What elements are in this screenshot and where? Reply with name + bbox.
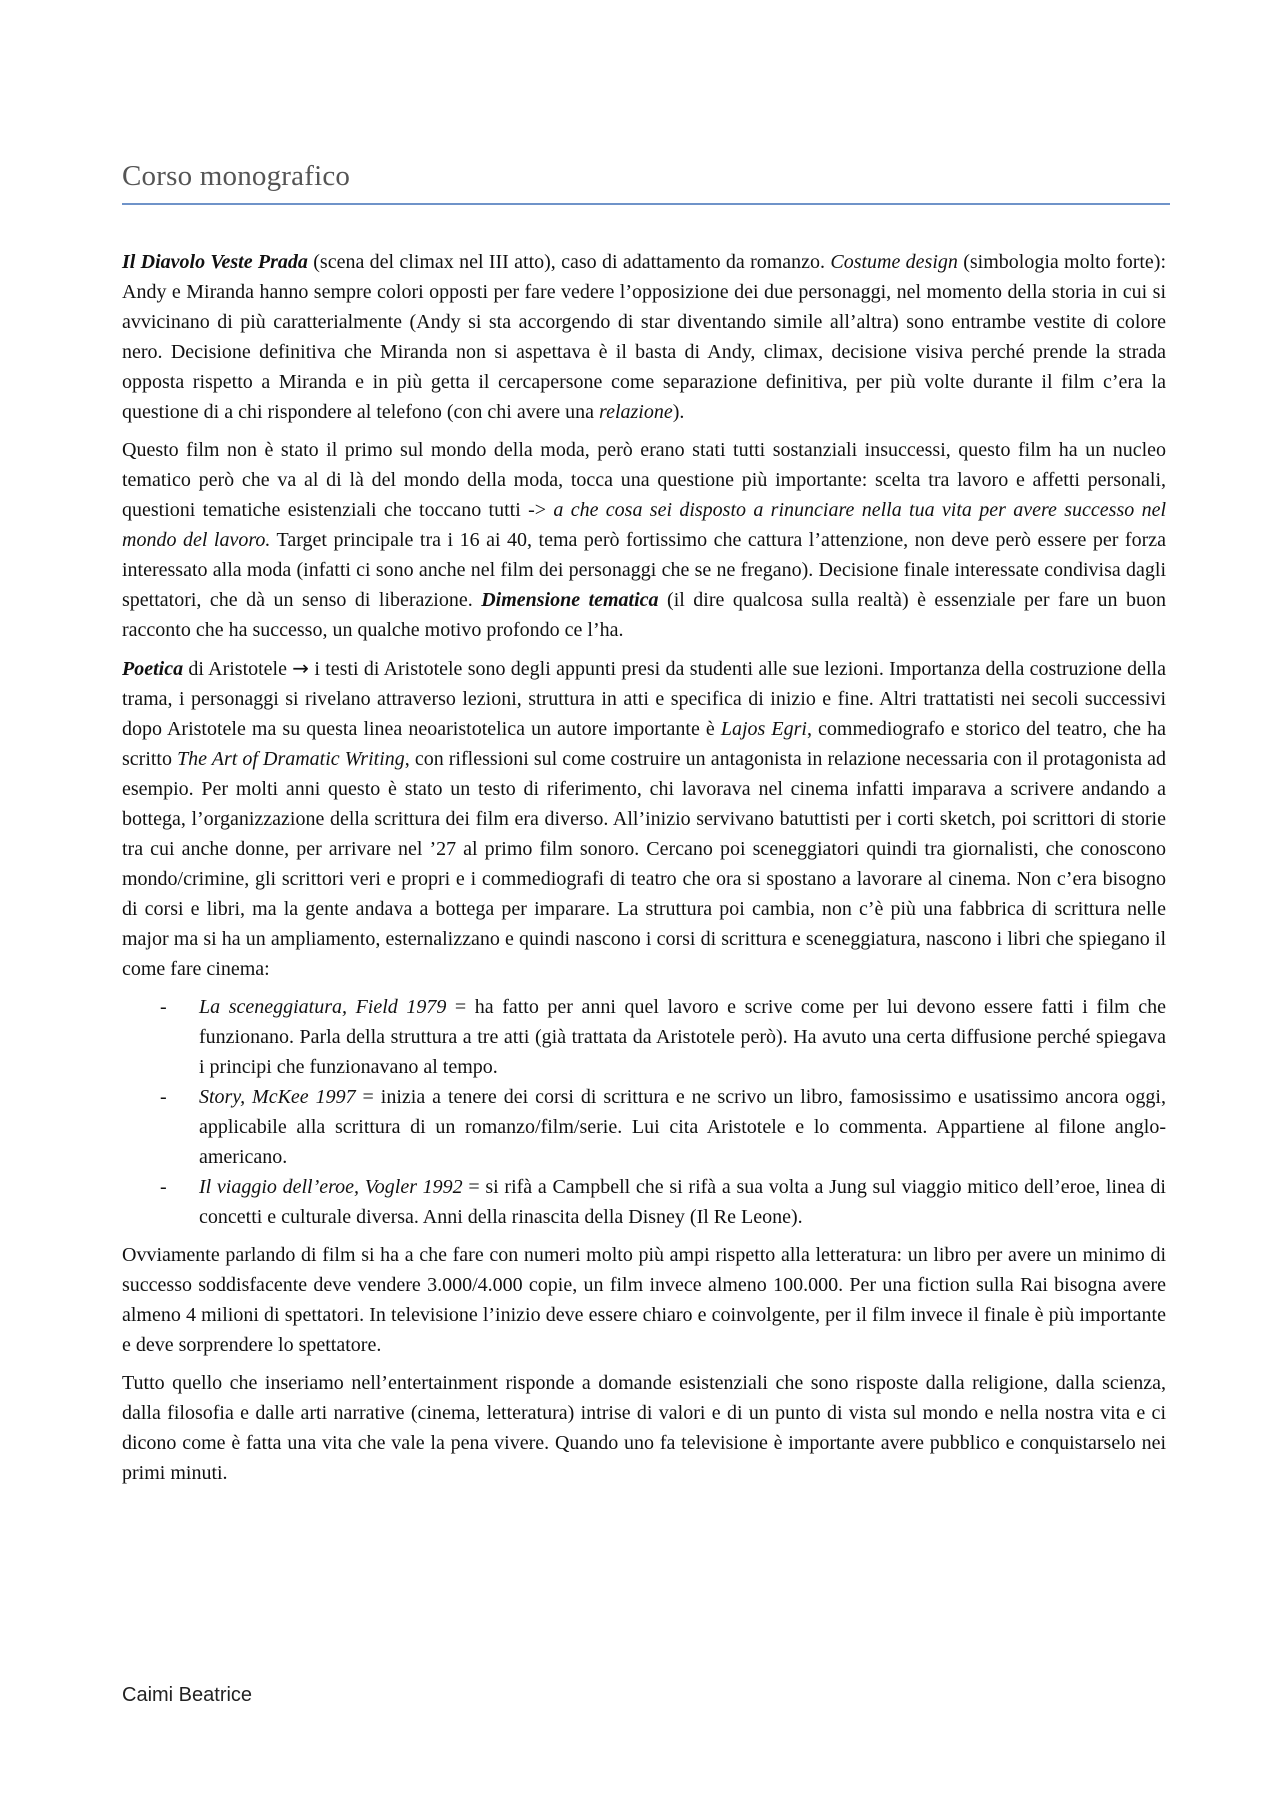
term-dimensione-tematica: Dimensione tematica <box>481 589 659 611</box>
book-title: La sceneggiatura, Field 1979 <box>199 996 447 1018</box>
list-item-text: = ha fatto per anni quel lavoro e scrive come per lui devono essere fatti i film che funzionano. Parla della struttura a tre atti (già trattata da Aristotele però). Ha avuto una certa diffusione perché spiegava i principi che funzionavano al tempo. <box>199 996 1167 1078</box>
text-run: di Aristotele <box>183 658 293 680</box>
list-dash: - <box>160 996 167 1018</box>
text-run: Questo film non è stato il primo sul mondo della moda, però erano stati tutti sostanziali insuccessi, questo film ha un nucleo tematico però che va al di là del mondo della moda, tocca una questione più importante: scelta tra lavoro e affetti personali, questioni tematiche esistenziali che toccano tutti -> <box>122 439 1166 521</box>
list-item-text: = si rifà a Campbell che si rifà a sua volta a Jung sul viaggio mitico dell’eroe, linea di concetti e culturale diversa. Anni della rinascita della Disney (Il Re Leone). <box>199 1176 1166 1228</box>
key-question: a che cosa sei disposto a rinunciare nella tua vita per avere successo nel mondo del lavoro. <box>122 499 1166 551</box>
list-dash: - <box>160 1086 167 1108</box>
term-costume-design: Costume design <box>830 251 958 273</box>
text-run: , commediografo e storico del teatro, che ha scritto <box>122 718 1166 770</box>
text-run: Target principale tra i 16 ai 40, tema però fortissimo che cattura l’attenzione, non deve però essere per forza interessato alla moda (infatti ci sono anche nel film dei personaggi che se ne fregano). Decisione finale interessate condivisa dagli spettatori, che dà un senso di liberazione. <box>122 529 1166 611</box>
list-item <box>122 1172 1166 1232</box>
list-dash: - <box>160 1176 167 1198</box>
text-run: ). <box>672 401 685 423</box>
text-run: (simbologia molto forte): Andy e Miranda hanno sempre colori opposti per fare vedere l’opposizione dei due personaggi, nel momento della storia in cui si avvicinano di più caratterialmente (Andy si sta accorgendo di star diventando simile all’altra) sono entrambe vestite di colore nero. Decisione definitiva che Miranda non si aspettava è il basta di Andy, climax, decisione visiva perché prende la strada opposta rispetto a Miranda e in più getta il cercapersone come separazione definitiva, per più volte durante il film c’era la questione di a chi rispondere al telefono (con chi avere una <box>122 251 1167 423</box>
arrow-icon: → <box>292 656 310 680</box>
list-item <box>122 1082 1166 1172</box>
paragraph-prada <box>122 247 1166 427</box>
footer-author: Caimi Beatrice <box>122 1684 253 1706</box>
book-title-dramatic-writing: The Art of Dramatic Writing <box>177 748 405 770</box>
book-list <box>122 992 1166 1232</box>
author-egri: Lajos Egri <box>720 718 807 740</box>
list-item <box>122 992 1166 1082</box>
list-item-text: = inizia a tenere dei corsi di scrittura e ne scrivo un libro, famosissimo e usatissimo ancora oggi, applicabile alla scrittura di un romanzo/film/serie. Lui cita Aristotele e lo commenta. Appartiene al filone anglo-americano. <box>199 1086 1166 1168</box>
paragraph-numbers: Ovviamente parlando di film si ha a che fare con numeri molto più ampi rispetto alla letteratura: un libro per avere un minimo di successo soddisfacente deve vendere 3.000/4.000 copie, un film invece almeno 100.000. Per una fiction sulla Rai bisogna avere almeno 4 milioni di spettatori. In televisione l’inizio deve essere chiaro e coinvolgente, per il film invece il finale è più importante e deve sorprendere lo spettatore. <box>122 1244 1166 1356</box>
book-title: Story, McKee 1997 <box>199 1086 356 1108</box>
text-run: (scena del climax nel III atto), caso di adattamento da romanzo. <box>307 251 831 273</box>
page-header <box>122 160 1170 205</box>
text-run: i testi di Aristotele sono degli appunti presi da studenti alle sue lezioni. Importanza della costruzione della trama, i personaggi si rivelano attraverso lezioni, struttura in atti e specifica di inizio e fine. Altri trattatisti nei secoli successivi dopo Aristotele ma su questa linea neoaristotelica un autore importante è <box>122 658 1166 740</box>
text-run: , con riflessioni sul come costruire un antagonista in relazione necessaria con il protagonista ad esempio. Per molti anni questo è stato un testo di riferimento, chi lavorava nel cinema infatti imparava a scrivere andando a bottega, l’organizzazione della scrittura dei film era diverso. All’inizio servivano batuttisti per i corti sketch, poi scrittori di storie tra cui anche donne, per arrivare nel ’27 al primo film sonoro. Cercano poi sceneggiatori quindi tra giornalisti, che conoscono mondo/crimine, gli scrittori veri e propri e i commediografi di teatro che ora si spostano a lavorare al cinema. Non c’era bisogno di corsi e libri, ma la gente andava a bottega per imparare. La struttura poi cambia, non c’è più una fabbrica di scrittura nelle major ma si ha un ampliamento, esternalizzano e quindi nascono i corsi di scrittura e sceneggiatura, nascono i libri che spiegano il come fare cinema: <box>122 748 1167 980</box>
book-title: Il viaggio dell’eroe, Vogler 1992 <box>199 1176 463 1198</box>
paragraph-theme <box>122 435 1166 645</box>
film-title: Il Diavolo Veste Prada <box>122 251 308 273</box>
paragraph-poetica <box>122 653 1166 984</box>
header-divider <box>122 203 1170 205</box>
term-poetica: Poetica <box>122 658 184 680</box>
term-relazione: relazione <box>599 401 673 423</box>
document-body <box>122 247 1166 1496</box>
page-title: Corso monografico <box>122 160 351 192</box>
text-run: (il dire qualcosa sulla realtà) è essenziale per fare un buon racconto che ha successo, un qualche motivo profondo ce l’ha. <box>122 589 1166 641</box>
paragraph-entertainment: Tutto quello che inseriamo nell’entertainment risponde a domande esistenziali che sono risposte dalla religione, dalla scienza, dalla filosofia e dalle arti narrative (cinema, letteratura) intrise di valori e di un punto di vista sul mondo e nella nostra vita e ci dicono come è fatta una vita che vale la pena vivere. Quando uno fa televisione è importante avere pubblico e conquistarselo nei primi minuti. <box>122 1372 1166 1484</box>
